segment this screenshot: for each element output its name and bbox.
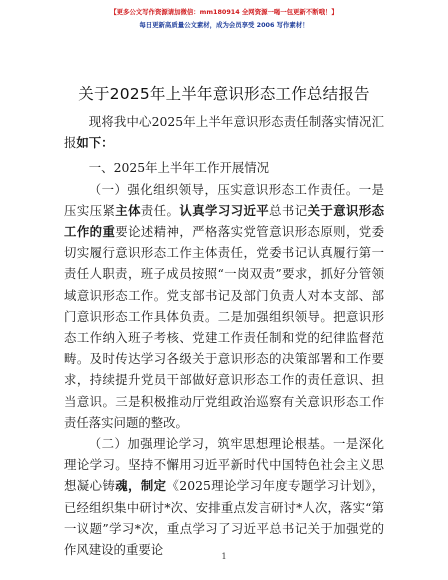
document-body (64, 111, 384, 560)
paragraph-1-bold-1: 主体 (115, 202, 141, 218)
paragraph-1-text-a: （一）强化组织领导，压实意识形态工作责任。一是压实压紧 (64, 181, 384, 218)
intro-paragraph (64, 111, 384, 153)
paragraph-1-text-b: 责任。 (140, 202, 180, 218)
promo-banner (0, 6, 448, 32)
promo-banner-line-2: 每日更新高质量公文素材，成为会员享受 2006 写作素材！ (139, 21, 309, 29)
section-heading-1: 一、2025年上半年工作开展情况 (88, 160, 270, 176)
paragraph-2 (64, 433, 384, 560)
paragraph-1 (64, 179, 384, 433)
paragraph-1-bold-2: 认真学习习近平 (179, 202, 270, 218)
paragraph-2-text-b: 《2025理论学习年度专题学习计划》，已经组织集中研讨*次、安排重点发言研讨*人次，落实“第一议题”学习*次，重点学习了习近平总书记关于加强党的作风建设的重要论 (64, 478, 385, 558)
document-title: 关于2025年上半年意识形态工作总结报告 (78, 85, 370, 103)
paragraph-1-text-d: 要论述精神，严格落实党管意识形态原则，党委切实履行意识形态工作主体责任，党委书记认真履行第一责任人职责，班子成员按照“一岗双责”要求，抓好分管领域意识形态工作。党支部书记及部门负责人对本支部、部门意识形态工作具体负责。二是加强组织领导。把意识形态工作纳入班子考核、党建工作责任制和党的纪律监督范畴。及时传达学习各级关于意识形态的决策部署和工作要求，持续提升党员干部做好意识形态工作的责任意识、担当意识。三是积极推动厅党组政治巡察有关意识形态工作责任落实问题的整改。 (64, 224, 385, 430)
intro-bold-text: 如下： (76, 135, 114, 151)
page-number: 1 (221, 552, 227, 561)
paragraph-1-bold-3: 关于意识形态工作的重 (64, 202, 385, 240)
intro-text: 现将我中心2025年上半年意识形态责任制落实情况汇报 (64, 114, 384, 151)
paragraph-1-text-c: 总书记 (269, 202, 308, 218)
paragraph-2-bold: 魂，制定 (115, 478, 167, 494)
promo-banner-line-1: 【更多公文写作资源请加微信：mm180914 全网资源一喝一包更新不断哦！】 (110, 8, 338, 16)
paragraph-2-text-a: （二）加强理论学习，筑牢思想理论根基。一是深化理论学习。坚持不懈用习近平新时代中国特色社会主义思想凝心铸 (64, 436, 384, 494)
